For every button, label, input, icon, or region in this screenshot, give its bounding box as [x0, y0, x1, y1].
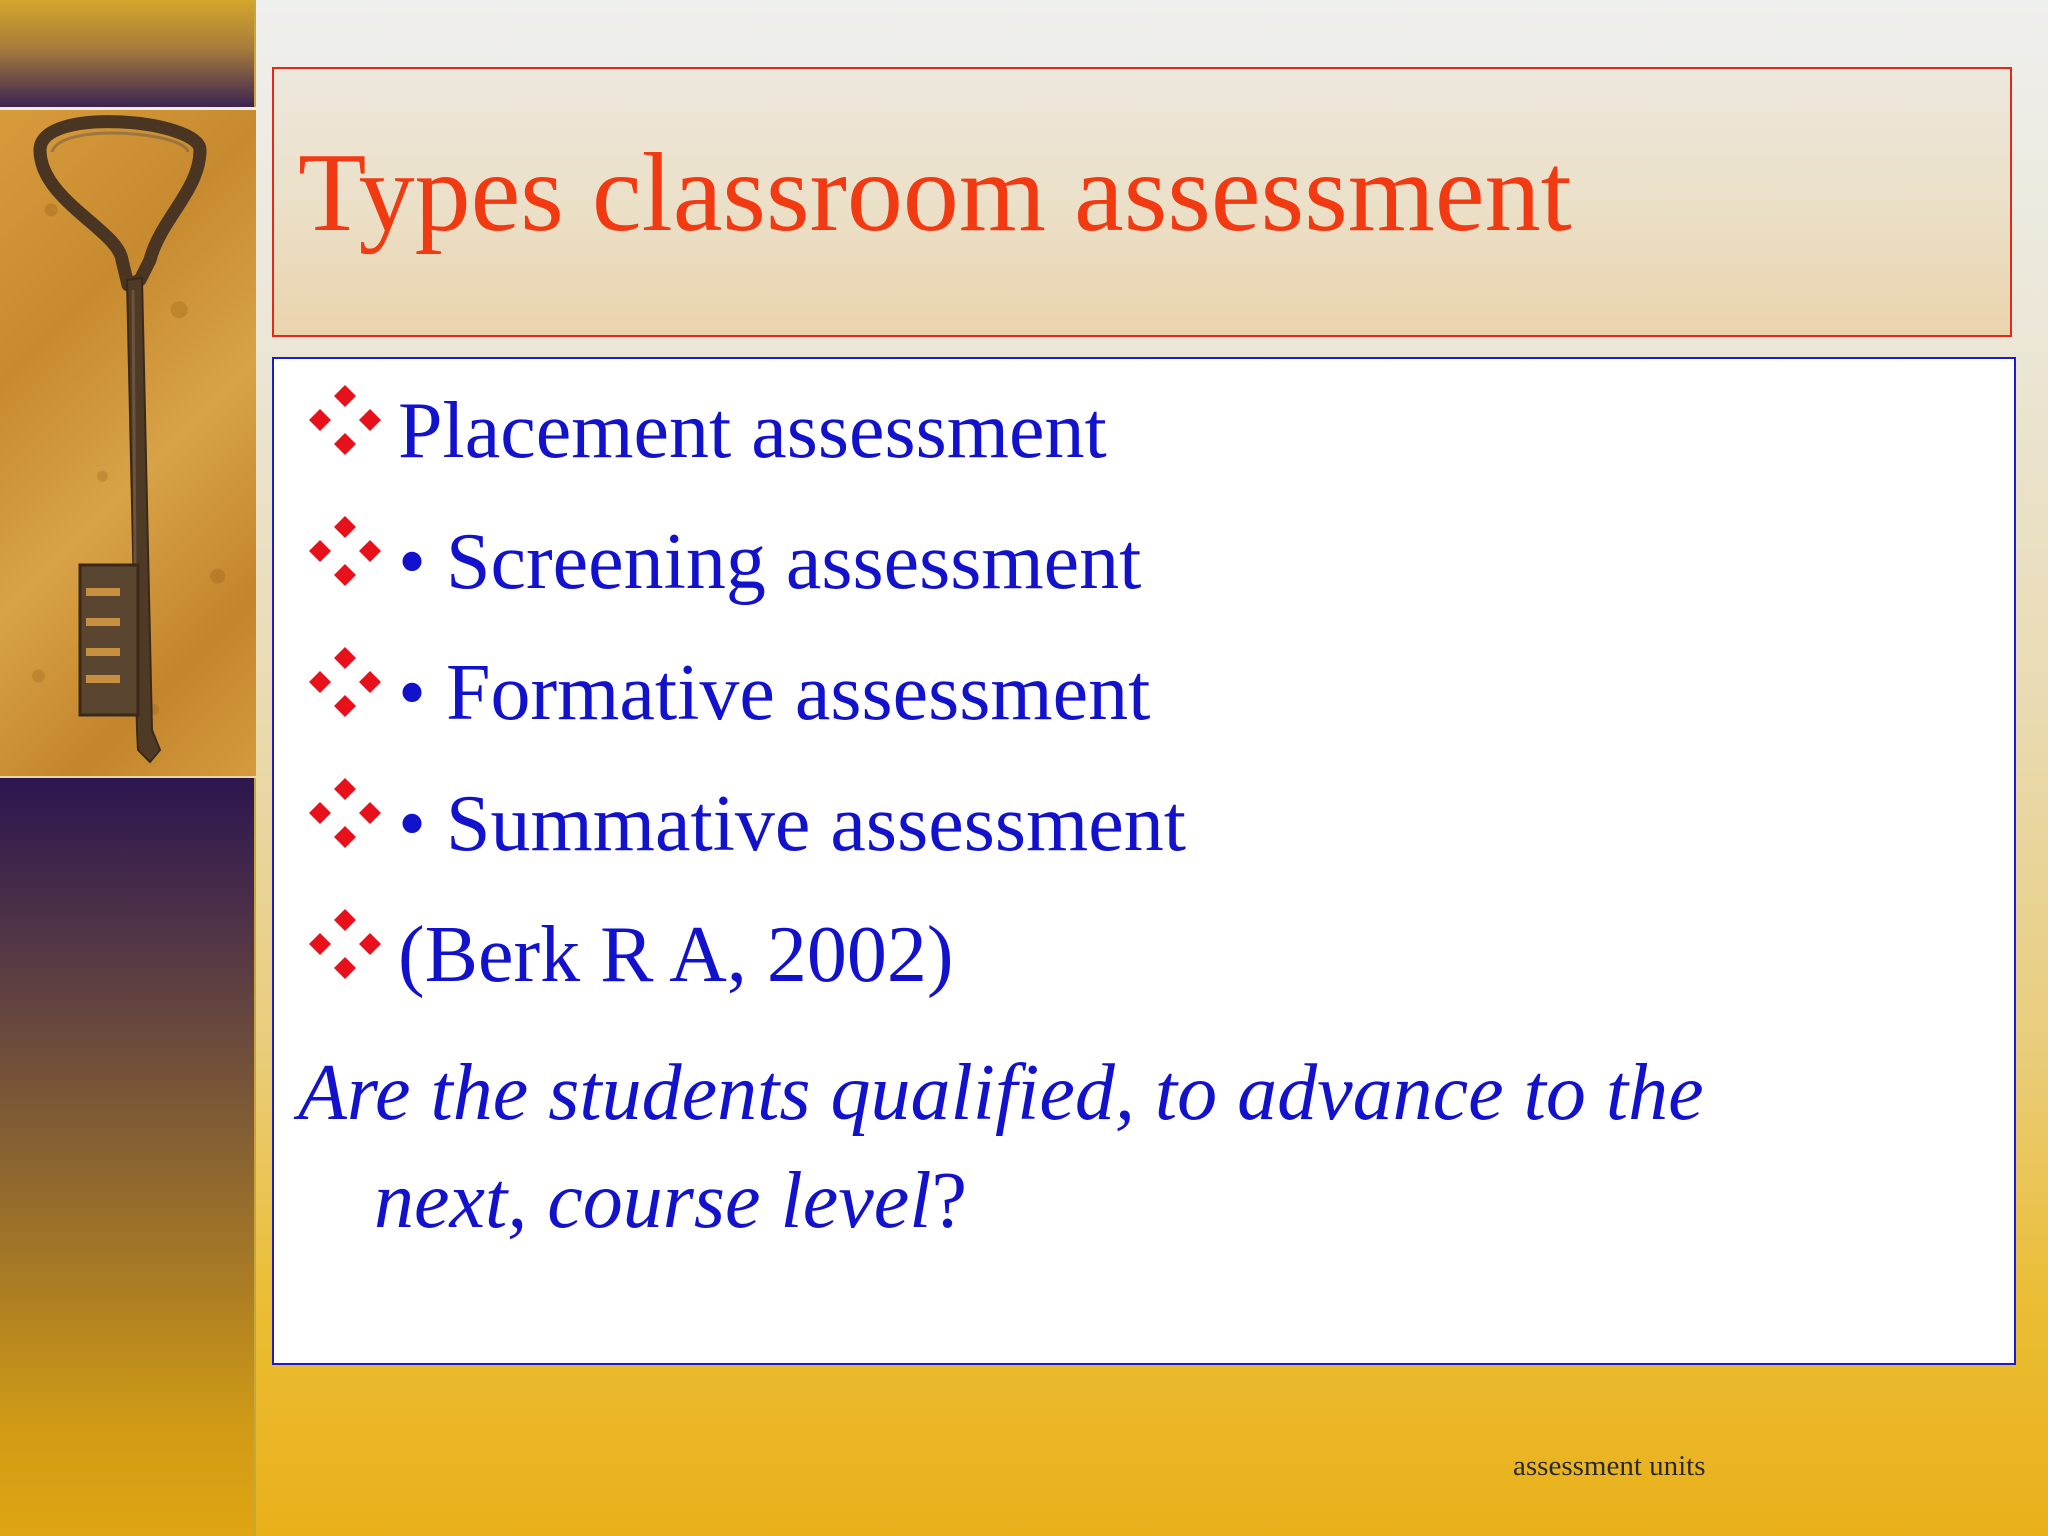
decorative-strip-top [0, 0, 256, 107]
key-icon [0, 110, 256, 776]
red-four-diamond-icon [304, 905, 386, 985]
key-photo [0, 110, 256, 776]
red-four-diamond-icon [304, 774, 386, 854]
list-item [304, 774, 1186, 874]
red-four-diamond-icon [304, 643, 386, 723]
list-item [304, 381, 1107, 481]
red-four-diamond-icon [304, 381, 386, 461]
content-box [272, 357, 2016, 1365]
question-mark: ? [931, 1157, 968, 1245]
slide-title: Types classroom assessment [298, 131, 1572, 255]
title-box [272, 67, 2012, 337]
red-four-diamond-icon [304, 512, 386, 592]
bullet-text: (Berk R A, 2002) [398, 911, 954, 999]
question-line-2: next, course level [374, 1157, 932, 1245]
bullet-text: • Summative assessment [398, 780, 1186, 868]
list-item [304, 512, 1141, 612]
decorative-strip-bottom [0, 778, 256, 1536]
footer-text: assessment units [1513, 1450, 1706, 1482]
bullet-text: Placement assessment [398, 387, 1107, 475]
question-line-1: Are the students qualified, to advance to the [298, 1049, 1704, 1137]
bullet-text: • Formative assessment [398, 649, 1151, 737]
list-item [304, 905, 954, 1005]
question-text [298, 1039, 1998, 1255]
list-item [304, 643, 1150, 743]
bullet-text: • Screening assessment [398, 518, 1142, 606]
question-line-2-wrapper [298, 1147, 1998, 1255]
